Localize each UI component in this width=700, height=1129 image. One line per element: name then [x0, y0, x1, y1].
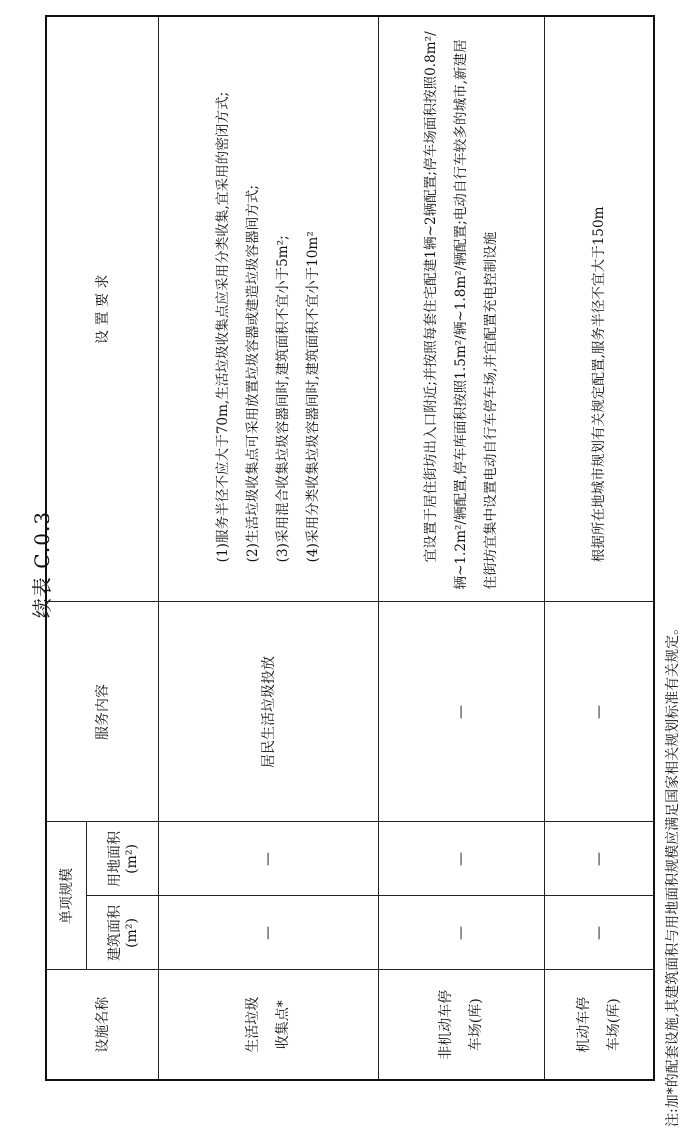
header-row-1: [46, 16, 86, 1080]
header-land-area-label: 用地面积: [107, 831, 123, 887]
header-requirements: 设 置 要 求: [46, 16, 158, 602]
header-service: 服务内容: [46, 602, 158, 822]
row-2-req-item-1: 宜设置于居住街坊出入口附近;并按照每套住宅配建1辆~2辆配置;停车场面积按照0.8m²/辆~1.2m²/辆配置,停车库面积按照1.5m²/辆~1.8m²/辆配置;电动自行车较多的城市,新建居住街坊宜集中设置电动自行车停车场,并宜配置充电控制设施: [423, 31, 499, 590]
row-1-name-line1: 生活垃圾: [245, 996, 261, 1053]
row-2-service: —: [378, 602, 544, 822]
row-3-name-line2: 车场(库): [605, 998, 622, 1052]
table-row: [544, 16, 654, 1080]
row-3-name-line1: 机动车停: [575, 996, 592, 1053]
row-3-building-area: —: [544, 896, 654, 970]
row-3-service: —: [544, 602, 654, 822]
row-1-requirements: [158, 16, 378, 602]
row-1-land-area: —: [158, 822, 378, 896]
row-3-name: [544, 970, 654, 1080]
header-building-area-label: 建筑面积: [107, 905, 123, 961]
table-row: [158, 16, 378, 1080]
header-land-area: [86, 822, 158, 896]
header-land-area-unit: (m²): [124, 844, 140, 874]
row-1-req-item-4: (4)采用分类收集垃圾容器间时,建筑面积不宜小于10m²: [305, 231, 321, 563]
row-2-name-line2: 车场(库): [468, 998, 484, 1052]
row-2-name-line1: 非机动车停: [438, 989, 454, 1060]
row-1-name: [158, 970, 378, 1080]
table-row: [378, 16, 544, 1080]
facility-table: [45, 15, 655, 1081]
row-1-name-line2: 收集点*: [275, 1000, 291, 1050]
row-1-service: 居民生活垃圾投放: [158, 602, 378, 822]
row-3-req-item-1: 根据所在地城市规划有关规定配置,服务半径不宜大于150m: [590, 206, 607, 563]
row-2-name: [378, 970, 544, 1080]
row-1-req-item-3: (3)采用混合收集垃圾容器间时,建筑面积不宜小于5m²;: [275, 235, 291, 563]
row-1-req-item-2: (2)生活垃圾收集点可采用放置垃圾容器或建造垃圾容器间方式;: [245, 185, 261, 563]
row-2-requirements: [378, 16, 544, 602]
header-building-area-unit: (m²): [124, 918, 140, 948]
table-title: 续表 C.0.3: [30, 510, 54, 619]
row-3-requirements: [544, 16, 654, 602]
table-footnote: 注:加*的配套设施,其建筑面积与用地面积规模应满足国家相关规划标准有关规定。: [665, 620, 681, 1127]
header-scale-group: 单项规模: [46, 822, 86, 970]
row-2-building-area: —: [378, 896, 544, 970]
row-1-building-area: —: [158, 896, 378, 970]
row-1-req-item-1: (1)服务半径不应大于70m,生活垃圾收集点应采用分类收集,宜采用的密闭方式;: [215, 91, 231, 563]
header-name: 设施名称: [46, 970, 158, 1080]
row-2-land-area: —: [378, 822, 544, 896]
header-building-area: [86, 896, 158, 970]
row-3-land-area: —: [544, 822, 654, 896]
